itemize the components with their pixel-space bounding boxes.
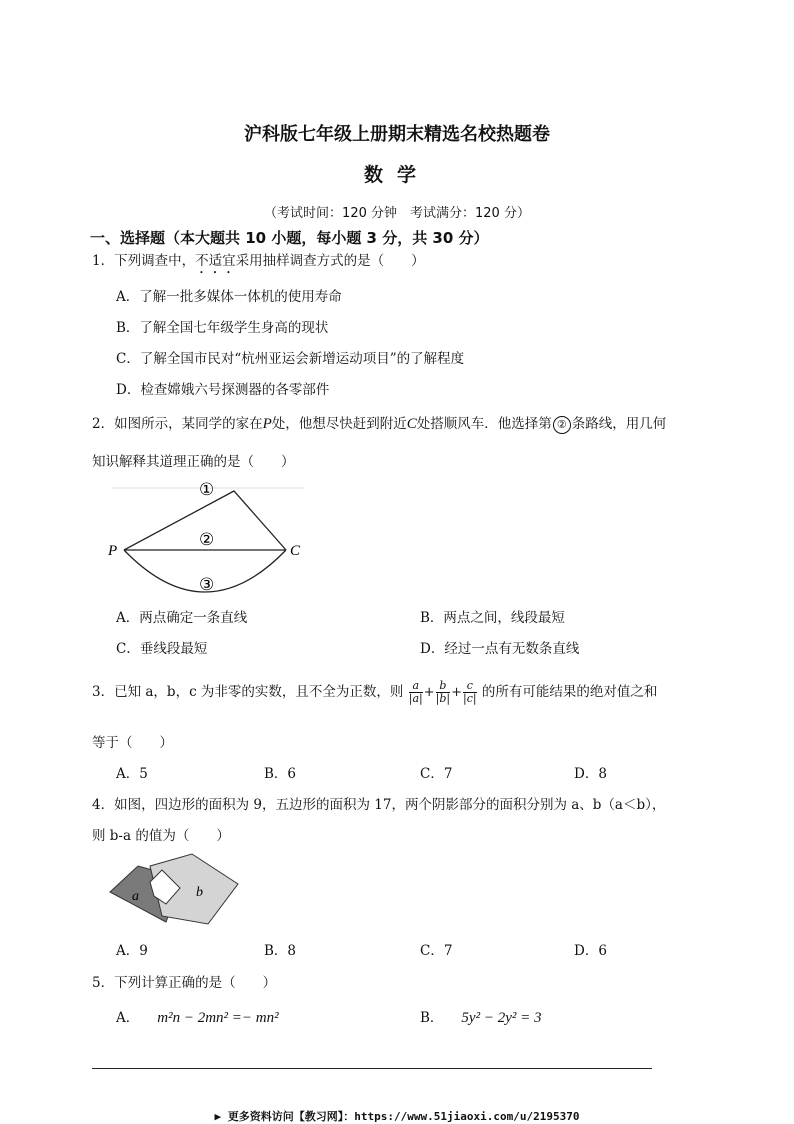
- q4-option-c: C．7: [420, 943, 453, 959]
- question-3-stem: 3．已知 a，b，c 为非零的实数，且不全为正数，则 $\frac{a}{|a|}$ + $\frac{b}{|b|}$ + $\frac{c}{|c|}$ 的所有可能结果的绝对值之和: [92, 679, 658, 705]
- q1-option-c: C．了解全国市民对“杭州亚运会新增运动项目”的了解程度: [116, 351, 465, 367]
- route-diagram: [104, 474, 314, 594]
- q3-option-b: B．6: [264, 766, 297, 782]
- subject-title: 数学: [363, 164, 430, 186]
- q1-option-d: D．检查嫦娥六号探测器的各零部件: [116, 382, 330, 398]
- q2-option-b: B．两点之间，线段最短: [420, 610, 565, 626]
- shaded-area-diagram: [104, 852, 244, 932]
- q1-option-a: A．了解一批多媒体一体机的使用寿命: [116, 289, 342, 305]
- var-c: C: [406, 416, 417, 432]
- section-heading-choice: 一、选择题（本大题共 10 小题，每小题 3 分，共 30 分）: [90, 229, 489, 247]
- label-p: P: [108, 543, 118, 559]
- q2-option-c: C．垂线段最短: [116, 641, 208, 657]
- question-number: 1．: [92, 253, 115, 269]
- exam-info: （考试时间：120 分钟 考试满分：120 分）: [264, 206, 530, 221]
- q5-option-a: A． m²n − 2mn² =− mn²: [116, 1010, 279, 1026]
- label-c: C: [290, 543, 301, 559]
- route-2-label: ②: [199, 530, 215, 550]
- q1-option-b: B．了解全国七年级学生身高的现状: [116, 320, 329, 336]
- exam-title: 沪科版七年级上册期末精选名校热题卷: [244, 124, 550, 145]
- var-p: P: [262, 416, 272, 432]
- fraction-b: $\frac{b}{|b|}$: [435, 679, 451, 705]
- footer-link[interactable]: ▶ 更多资料访问【教习网】：https://www.51jiaoxi.com/u/2195370: [214, 1110, 580, 1123]
- q2-option-d: D．经过一点有无数条直线: [420, 641, 580, 657]
- route-1-label: ①: [199, 480, 215, 500]
- fraction-a: $\frac{a}{|a|}$: [408, 679, 423, 705]
- plus-sign: +: [423, 685, 435, 700]
- q3-option-c: C．7: [420, 766, 453, 782]
- route-number-circle: ②: [553, 416, 571, 434]
- route-3-label: ③: [199, 575, 215, 594]
- question-3-line2: 等于（ ）: [92, 735, 173, 751]
- question-2-line2: 知识解释其道理正确的是（ ）: [92, 454, 295, 470]
- question-4-line2: 则 b-a 的值为（ ）: [92, 828, 230, 844]
- q3-option-d: D．8: [574, 766, 607, 782]
- q3-option-a: A．5: [116, 766, 148, 782]
- q5-option-a-expression: m²n − 2mn² =− mn²: [157, 1010, 279, 1026]
- emphasis-text: 不适宜: [195, 253, 236, 269]
- label-a: a: [132, 889, 139, 904]
- q4-option-a: A．9: [116, 943, 148, 959]
- fraction-c: $\frac{c}{|c|}$: [463, 679, 477, 705]
- plus-sign: +: [451, 685, 462, 700]
- q4-option-d: D．6: [574, 943, 607, 959]
- question-5-stem: 5．下列计算正确的是（ ）: [92, 975, 277, 991]
- footer-divider: [92, 1068, 652, 1069]
- label-b: b: [196, 885, 203, 900]
- q5-option-b-expression: 5y² − 2y² = 3: [461, 1010, 542, 1026]
- question-4-line1: 4．如图，四边形的面积为 9，五边形的面积为 17，两个阴影部分的面积分别为 a、b（a＜b），: [92, 797, 666, 813]
- q2-option-a: A．两点确定一条直线: [116, 610, 248, 626]
- question-1-stem: 1．下列调查中，不适宜采用抽样调查方式的是（ ）: [92, 253, 425, 269]
- question-2-stem: 2．如图所示，某同学的家在P处，他想尽快赶到附近C处搭顺风车．他选择第 ② 条路线，用几何: [92, 416, 667, 432]
- q4-option-b: B．8: [264, 943, 297, 959]
- q5-option-b: B． 5y² − 2y² = 3: [420, 1010, 542, 1026]
